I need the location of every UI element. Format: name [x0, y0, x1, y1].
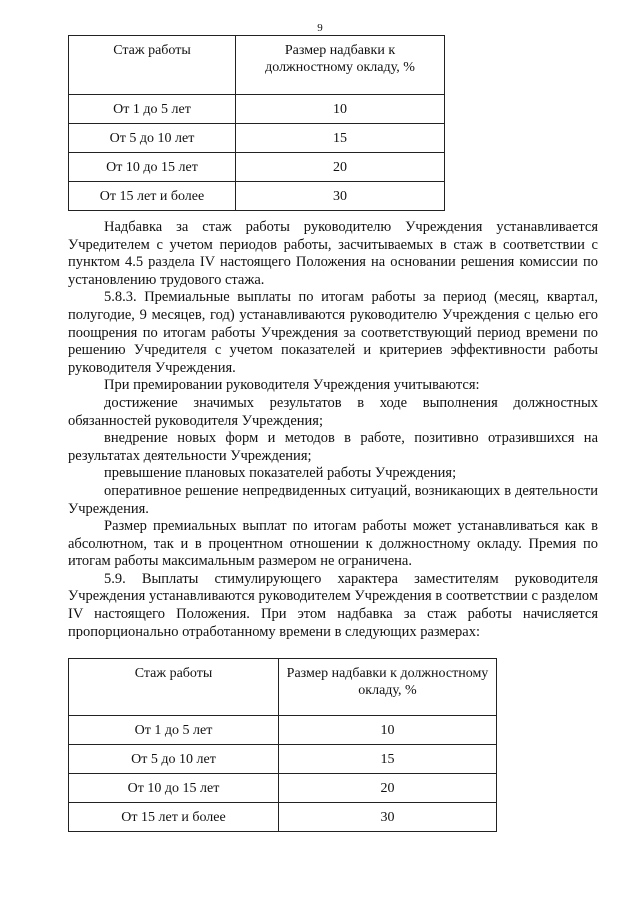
- paragraph: достижение значимых результатов в ходе выполнения должностных обязанностей руководителя Учреждения;: [68, 394, 598, 429]
- header-allowance-percent: Размер надбавки к должностному окладу, %: [279, 659, 497, 716]
- percent-cell: 20: [236, 153, 445, 182]
- table-row: [69, 95, 445, 124]
- paragraph: Размер премиальных выплат по итогам работы может устанавливаться как в абсолютном, так и в процентном отношении к должностному окладу. Премия по итогам работы максимальным размером не ограничена.: [68, 518, 598, 570]
- percent-cell: 30: [236, 182, 445, 211]
- seniority-cell: От 15 лет и более: [69, 182, 236, 211]
- seniority-cell: От 10 до 15 лет: [69, 153, 236, 182]
- table-row: [69, 124, 445, 153]
- seniority-cell: От 1 до 5 лет: [69, 716, 279, 745]
- percent-cell: 30: [279, 803, 497, 832]
- paragraph: 5.8.3. Премиальные выплаты по итогам работы за период (месяц, квартал, полугодие, 9 месяцев, год) устанавливаются руководителю Учреждения с целью его поощрения по итогам работы Учреждения за соответствующий период времени по решению Учредителя с учетом показателей и критериев эффективности работы руководителя Учреждения.: [68, 289, 598, 376]
- table-header-row: [69, 659, 497, 716]
- paragraph: 5.9. Выплаты стимулирующего характера заместителям руководителя Учреждения устанавливаются руководителем Учреждения в соответствии с разделом IV настоящего Положения. При этом надбавка за стаж работы начисляется пропорционально отработанному времени в следующих размерах:: [68, 570, 598, 640]
- table-header-row: [69, 36, 445, 95]
- seniority-cell: От 5 до 10 лет: [69, 124, 236, 153]
- table-row: [69, 716, 497, 745]
- header-seniority: Стаж работы: [69, 36, 236, 95]
- paragraph: оперативное решение непредвиденных ситуаций, возникающих в деятельности Учреждения.: [68, 482, 598, 517]
- document-body: [68, 219, 598, 641]
- percent-cell: 15: [236, 124, 445, 153]
- paragraph: внедрение новых форм и методов в работе, позитивно отразившихся на результатах деятельности Учреждения;: [68, 430, 598, 464]
- seniority-cell: От 15 лет и более: [69, 803, 279, 832]
- table-row: [69, 803, 497, 832]
- paragraph: При премировании руководителя Учреждения учитываются:: [104, 377, 480, 394]
- percent-cell: 10: [279, 716, 497, 745]
- seniority-table-deputies: [68, 658, 497, 832]
- percent-cell: 15: [279, 745, 497, 774]
- table-row: [69, 745, 497, 774]
- table-row: [69, 182, 445, 211]
- paragraph: превышение плановых показателей работы Учреждения;: [104, 465, 457, 482]
- table-row: [69, 774, 497, 803]
- header-seniority: Стаж работы: [69, 659, 279, 716]
- seniority-cell: От 1 до 5 лет: [69, 95, 236, 124]
- percent-cell: 20: [279, 774, 497, 803]
- page-number: 9: [317, 22, 323, 34]
- percent-cell: 10: [236, 95, 445, 124]
- paragraph: Надбавка за стаж работы руководителю Учреждения устанавливается Учредителем с учетом периодов работы, засчитываемых в стаж в соответствии с пунктом 4.5 раздела IV настоящего Положения на основании решения комиссии по установлению трудового стажа.: [68, 219, 598, 288]
- seniority-cell: От 5 до 10 лет: [69, 745, 279, 774]
- seniority-table-director: [68, 35, 445, 211]
- table-row: [69, 153, 445, 182]
- seniority-cell: От 10 до 15 лет: [69, 774, 279, 803]
- header-allowance-percent: Размер надбавки к должностному окладу, %: [236, 36, 445, 95]
